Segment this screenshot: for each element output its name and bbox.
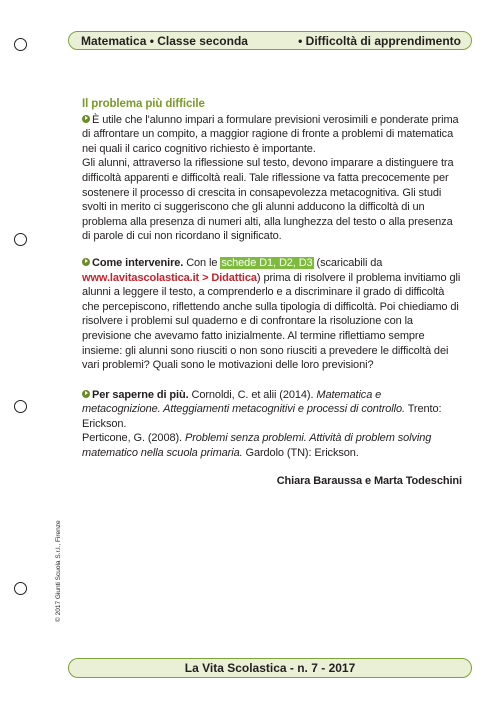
how-to-lead: Come intervenire. [92, 256, 184, 269]
article-body [82, 97, 462, 488]
paragraph-intro [82, 113, 462, 157]
punch-hole-icon [14, 233, 27, 246]
punch-hole-icon [14, 400, 27, 413]
paragraph-reflection: Gli alunni, attraverso la riflessione sul testo, devono imparare a distinguere tra difficoltà apparenti e difficoltà reali. Tale riflessione va fatta precocemente per sostenere il processo di crescita in consapevolezza metacognitiva. Gli studi svolti in merito ci suggeriscono che gli alunni adducono la difficoltà di un problema alla presenza di numeri alti, alla lunghezza del testo o alla presenza di parole di cui non ricordano il significato. [82, 157, 454, 243]
reference-2-publisher: Gardolo (TN): Erickson. [242, 447, 359, 460]
reference-1-title: Matematica e metacognizione. Atteggiamenti metacognitivi e processi di controllo. [82, 388, 405, 416]
how-to-text: ) prima di risolvere il problema invitiamo gli alunni a leggere il testo, a comprenderlo e a discriminare il grado di difficoltà che percepiscono, riflettendo anche sulla tipologia di difficoltà. Poi chiediamo di risolvere i problemi sul quaderno e di confrontare la risoluzione con la previsione che avevamo fatto inizialmente. Al termine riflettiamo sempre insieme: gli alunni sono riusciti o non sono riusciti a prevedere le difficoltà dei vari problemi? Quali sono le motivazioni delle loro previsioni? [82, 271, 461, 372]
punch-hole-icon [14, 38, 27, 51]
how-to-text: (scaricabili da [313, 256, 383, 269]
page-footer: La Vita Scolastica - n. 7 - 2017 [68, 658, 472, 678]
how-to-text: Con le [183, 256, 221, 269]
copyright-note: © 2017 Giunti Scuola S.r.l., Firenze [55, 520, 62, 622]
paragraph-how-to [82, 256, 462, 373]
worksheets-link[interactable]: schede D1, D2, D3 [221, 256, 313, 269]
punch-hole-icon [14, 582, 27, 595]
header-subject: Matematica • Classe seconda [81, 33, 248, 48]
header-topic: • Difficoltà di apprendimento [298, 33, 461, 48]
section-title: Il problema più difficile [82, 98, 205, 110]
arrow-bullet-icon [82, 390, 90, 398]
reference-2-title: Problemi senza problemi. Attività di problem solving matematico nella scuola primaria. [82, 432, 432, 460]
website-link[interactable]: www.lavitascolastica.it > Didattica [82, 271, 257, 284]
page-header [68, 31, 472, 50]
paragraph-references [82, 388, 462, 432]
arrow-bullet-icon [82, 258, 90, 266]
paragraph-intro-text: È utile che l'alunno impari a formulare previsioni verosimili e ponderate prima di affrontare un compito, a maggior ragione di fronte a problemi di matematica nei quali il carico cognitivo richiesto è importante. [82, 113, 459, 155]
reference-2-authors: Perticone, G. (2008). [82, 432, 185, 445]
reference-1-publisher: Trento: Erickson. [82, 403, 442, 430]
author-signature: Chiara Baraussa e Marta Todeschini [276, 474, 462, 487]
references-lead: Per saperne di più. [92, 388, 189, 401]
reference-1-authors: Cornoldi, C. et alii (2014). [188, 388, 317, 401]
arrow-bullet-icon [82, 115, 90, 123]
reference-2 [82, 431, 462, 460]
